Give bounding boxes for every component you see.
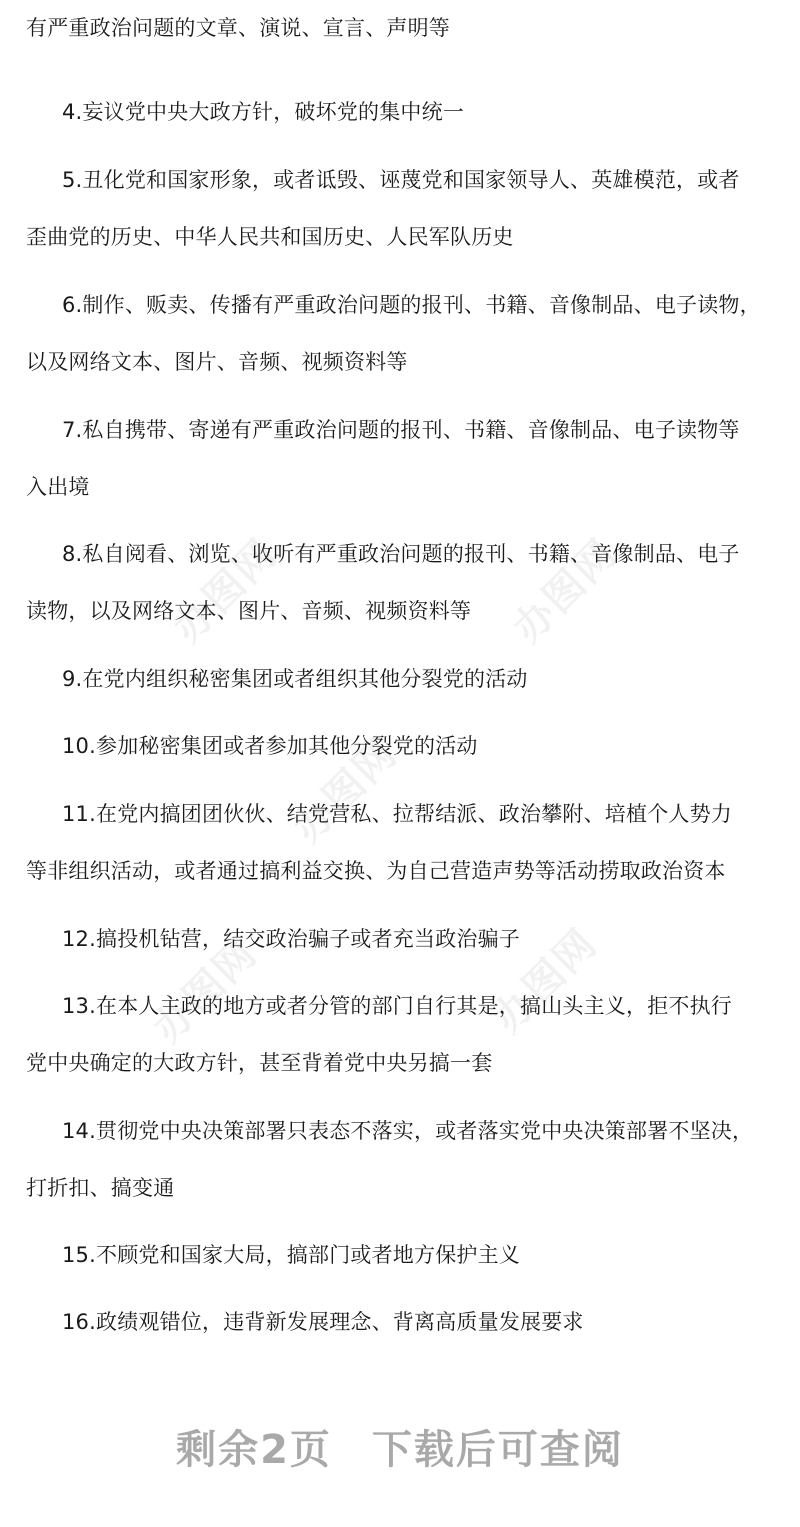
watermark: 办图网 xyxy=(504,530,627,652)
download-hint-label: 下载后可查阅 xyxy=(371,1427,624,1473)
list-item-9: 9.在党内组织秘密集团或者组织其他分裂党的活动 xyxy=(62,667,528,691)
list-item-4: 4.妄议党中央大政方针，破坏党的集中统一 xyxy=(62,100,465,124)
watermark: 办图网 xyxy=(484,920,607,1042)
remaining-pages-label: 剩余2页 xyxy=(176,1427,332,1473)
list-item-8: 8.私自阅看、浏览、收听有严重政治问题的报刊、书籍、音像制品、电子 xyxy=(62,542,740,566)
list-item-7-continued: 入出境 xyxy=(26,475,90,499)
list-item-6-continued: 以及网络文本、图片、音频、视频资料等 xyxy=(26,350,408,374)
list-item-15: 15.不顾党和国家大局，搞部门或者地方保护主义 xyxy=(62,1243,520,1267)
list-item-16: 16.政绩观错位，违背新发展理念、背离高质量发展要求 xyxy=(62,1310,584,1334)
watermark: 办图网 xyxy=(284,730,407,852)
list-item-7: 7.私自携带、寄递有严重政治问题的报刊、书籍、音像制品、电子读物等 xyxy=(62,418,740,442)
list-item-5-continued: 歪曲党的历史、中华人民共和国历史、人民军队历史 xyxy=(26,225,514,249)
download-prompt-banner[interactable] xyxy=(0,1420,800,1480)
list-item-6: 6.制作、贩卖、传播有严重政治问题的报刊、书籍、音像制品、电子读物， xyxy=(62,293,761,317)
list-item-13-continued: 党中央确定的大政方针，甚至背着党中央另搞一套 xyxy=(26,1051,493,1075)
list-item-8-continued: 读物，以及网络文本、图片、音频、视频资料等 xyxy=(26,599,472,623)
list-item-11-continued: 等非组织活动，或者通过搞利益交换、为自己营造声势等活动捞取政治资本 xyxy=(26,859,726,883)
list-item-12: 12.搞投机钻营，结交政治骗子或者充当政治骗子 xyxy=(62,927,520,951)
list-item-14: 14.贯彻党中央决策部署只表态不落实，或者落实党中央决策部署不坚决， xyxy=(62,1119,754,1143)
watermark: 办图网 xyxy=(164,530,287,652)
watermark: 办图网 xyxy=(144,930,267,1052)
text-line: 有严重政治问题的文章、演说、宣言、声明等 xyxy=(26,16,450,40)
list-item-14-continued: 打折扣、搞变通 xyxy=(26,1176,175,1200)
list-item-11: 11.在党内搞团团伙伙、结党营私、拉帮结派、政治攀附、培植个人势力 xyxy=(62,802,732,826)
list-item-13: 13.在本人主政的地方或者分管的部门自行其是，搞山头主义，拒不执行 xyxy=(62,994,732,1018)
list-item-5: 5.丑化党和国家形象，或者诋毁、诬蔑党和国家领导人、英雄模范，或者 xyxy=(62,168,740,192)
list-item-10: 10.参加秘密集团或者参加其他分裂党的活动 xyxy=(62,734,478,758)
